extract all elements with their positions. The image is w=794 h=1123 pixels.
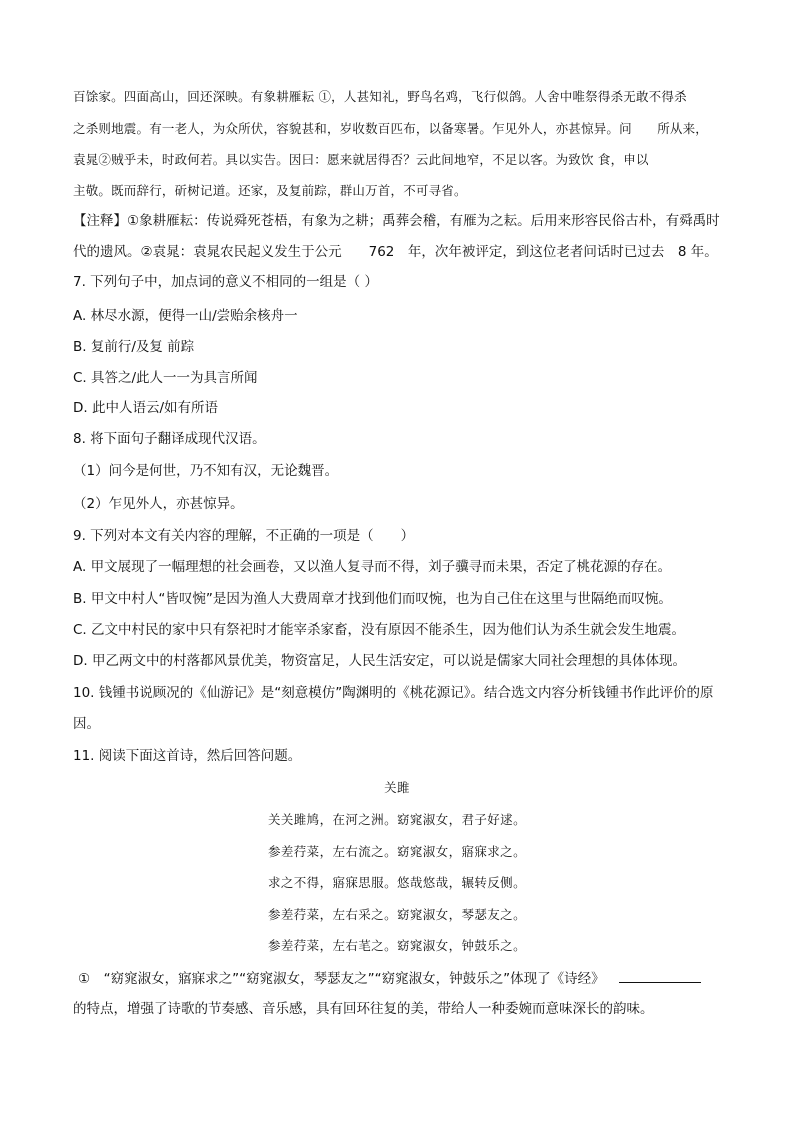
answer-blank[interactable] (619, 968, 701, 983)
question-10-line-2: 因。 (73, 716, 100, 732)
question-9-option-c: C. 乙文中村民的家中只有祭祀时才能宰杀家畜，没有原因不能杀生，因为他们认为杀生就会发生地震。 (73, 622, 686, 638)
passage-line-2: 之杀则地震。有一老人，为众所伏，容貌甚和，岁收数百匹布，以备寒暑。乍见外人，亦甚惊异。问 所从来， (73, 121, 709, 136)
poem-line: 关关雎鸠，在河之洲。窈窕淑女，君子好逑。 (267, 812, 526, 827)
question-10-line-1: 10. 钱锺书说顾况的《仙游记》是“刻意模仿”陶渊明的《桃花源记》。结合选文内容分析钱锺书作此评价的原 (73, 685, 714, 701)
question-11-sub1-line-2: 的特点，增强了诗歌的节奏感、音乐感，具有回环往复的美，带给人一种委婉而意味深长的韵味。 (73, 1001, 654, 1017)
question-7-stem: 7. 下列句子中，加点词的意义不相同的一组是（ ） (73, 274, 378, 290)
question-11-stem: 11. 阅读下面这首诗，然后回答问题。 (73, 748, 302, 764)
question-7-option-d: D. 此中人语云/如有所语 (73, 400, 219, 416)
question-9-option-d: D. 甲乙两文中的村落都风景优美，物资富足，人民生活安定，可以说是儒家大同社会理想的具体体现。 (73, 653, 686, 669)
poem-line: 求之不得，寤寐思服。悠哉悠哉，辗转反侧。 (267, 875, 526, 890)
poem-line: 参差荇菜，左右芼之。窈窕淑女，钟鼓乐之。 (267, 938, 526, 953)
question-9-option-b: B. 甲文中村人“皆叹惋”是因为渔人大费周章才找到他们而叹惋，也为自己住在这里与世隔绝而叹惋。 (73, 591, 672, 607)
passage-line-1: 百馀家。四面高山，回还深映。有象耕雁耘 ①，人甚知礼，野鸟名鸡，飞行似鸽。人舍中唯祭得杀无敢不得杀 (73, 89, 687, 104)
question-11-sub1-line-1 (78, 968, 701, 989)
question-7-option-a: A. 林尽水源，便得一山/尝贻余核舟一 (73, 308, 298, 324)
question-8-stem: 8. 将下面句子翻译成现代汉语。 (73, 431, 266, 447)
question-9-stem: 9. 下列对本文有关内容的理解，不正确的一项是（ ） (73, 528, 415, 544)
poem-line: 参差荇菜，左右流之。窈窕淑女，寤寐求之。 (267, 844, 526, 859)
passage-line-3: 袁晁②贼乎未，时政何若。具以实告。因曰：愿来就居得否？云此间地窄，不足以客。为致饮 食，申以 (73, 152, 649, 167)
annotation-line-1: 【注释】①象耕雁耘：传说舜死苍梧，有象为之耕；禹葬会稽，有雁为之耘。后用来形容民俗古朴，有舜禹时 (73, 213, 720, 229)
poem-line: 参差荇菜，左右采之。窈窕淑女，琴瑟友之。 (267, 907, 526, 922)
question-8-sentence-1: （1）问今是何世，乃不知有汉，无论魏晋。 (73, 463, 339, 479)
annotation-line-2: 代的遗风。②袁晁：袁晁农民起义发生于公元 762 年，次年被评定，到这位老者问话时已过去 8 年。 (73, 244, 718, 260)
question-8-sentence-2: （2）乍见外人，亦甚惊异。 (73, 496, 244, 512)
question-11-sub1-text: ① “窈窕淑女，寤寐求之”“窈窕淑女，琴瑟友之”“窈窕淑女，钟鼓乐之”体现了《诗经》 (78, 971, 605, 987)
question-9-option-a: A. 甲文展现了一幅理想的社会画卷，又以渔人复寻而不得，刘子骥寻而未果，否定了桃花源的存在。 (73, 559, 672, 575)
question-7-option-c: C. 具答之/此人一一为具言所闻 (73, 370, 258, 386)
poem-title: 关雎 (384, 780, 410, 795)
question-7-option-b: B. 复前行/及复 前踪 (73, 339, 195, 355)
passage-line-4: 主敬。既而辞行，斫树记道。还家，及复前踪，群山万首，不可寻省。 (73, 183, 467, 198)
